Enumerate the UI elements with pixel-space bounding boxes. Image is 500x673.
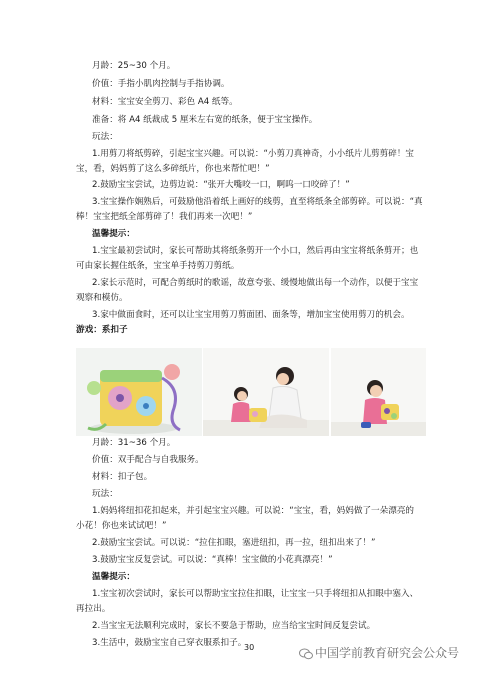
step-line: 棒！宝宝把纸全部剪碎了！我们再来一次吧！” xyxy=(76,212,253,222)
play-label: 玩法： xyxy=(92,489,118,499)
step-line: 小花！你也来试试吧！” xyxy=(76,521,167,531)
step-line: 3.宝宝操作娴熟后，可鼓励他沿着纸上画好的线剪，直至将纸条全部剪碎。可以说：“真 xyxy=(92,197,423,207)
materials-line: 材料：扣子包。 xyxy=(92,472,153,482)
tip-line: 1.宝宝最初尝试时，家长可帮助其将纸条剪开一个小口，然后再由宝宝将纸条剪开；也 xyxy=(92,246,419,256)
value-line: 价值：双手配合与自我服务。 xyxy=(92,455,204,465)
step-line: 1.用剪刀将纸剪碎，引起宝宝兴趣。可以说：“小剪刀真神奇，小小纸片儿剪剪碎！宝 xyxy=(92,149,415,159)
step-line: 2.鼓励宝宝尝试，边剪边说：“张开大嘴咬一口，啊呜一口咬碎了！” xyxy=(92,180,350,190)
prep-line: 准备：将 A4 纸裁成 5 厘米左右宽的纸条，便于宝宝操作。 xyxy=(92,115,318,125)
mother-child-photo xyxy=(203,348,329,436)
tip-line: 2.家长示范时，可配合剪纸时的歌谣，故意夸张、缓慢地做出每一个动作，以便于宝宝 xyxy=(92,278,419,288)
tip-line: 观察和模仿。 xyxy=(76,293,128,303)
button-bag-photo xyxy=(76,348,202,436)
game-title: 游戏：系扣子 xyxy=(76,325,128,335)
materials-line: 材料：宝宝安全剪刀、彩色 A4 纸等。 xyxy=(92,97,238,107)
play-label: 玩法： xyxy=(92,132,118,142)
step-line: 宝，看，妈妈剪了这么多碎纸片，你也来帮忙吧！” xyxy=(76,164,270,174)
tip-line: 再拉出。 xyxy=(76,604,111,614)
tips-label: 温馨提示： xyxy=(92,229,135,239)
step-line: 3.鼓励宝宝反复尝试。可以说：“真棒！宝宝做的小花真漂亮！” xyxy=(92,555,333,565)
step-line: 2.鼓励宝宝尝试。可以说：“拉住扣眼，塞进纽扣，再一拉，纽扣出来了！” xyxy=(92,538,376,548)
wechat-icon xyxy=(299,645,313,664)
watermark: 中国学前教育研究会公众号 xyxy=(315,646,460,660)
tip-line: 1.宝宝初次尝试时，家长可以帮助宝宝拉住扣眼，让宝宝一只手将纽扣从扣眼中塞入、 xyxy=(92,589,419,599)
tip-line: 3.家中做面食时，还可以让宝宝用剪刀剪面团、面条等，增加宝宝使用剪刀的机会。 xyxy=(92,310,410,320)
age-line: 月龄：25~30 个月。 xyxy=(92,61,176,71)
tip-line: 2.当宝宝无法顺利完成时，家长不要急于帮助，应当给宝宝时间反复尝试。 xyxy=(92,621,376,631)
child-playing-photo xyxy=(331,348,426,436)
age-line: 月龄：31~36 个月。 xyxy=(92,438,176,448)
value-line: 价值：手指小肌肉控制与手指协调。 xyxy=(92,79,230,89)
step-line: 1.妈妈将纽扣花扣起来，并引起宝宝兴趣。可以说：“宝宝，看，妈妈做了一朵漂亮的 xyxy=(92,506,415,516)
tips-label: 温馨提示： xyxy=(92,572,135,582)
tip-line: 可由家长握住纸条，宝宝单手持剪刀剪纸。 xyxy=(76,261,240,271)
tip-line: 3.生活中，鼓励宝宝自己穿衣服系扣子。 xyxy=(92,638,247,648)
page-number: 30 xyxy=(244,643,255,652)
